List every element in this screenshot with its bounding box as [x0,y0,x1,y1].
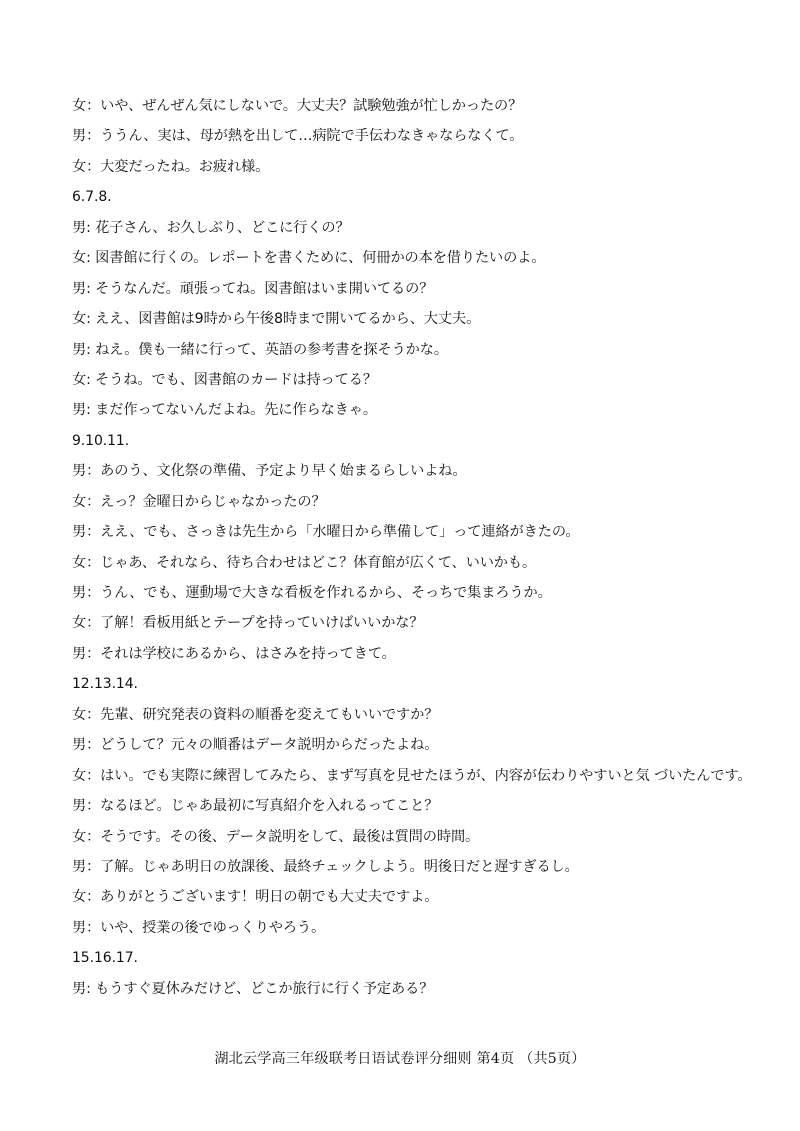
dialogue-line: 男：いや、授業の後でゆっくりやろう。 [72,919,326,936]
dialogue-line: 男: もうすぐ夏休みだけど、どこか旅行に行く予定ある？ [72,980,434,997]
dialogue-line: 男：了解。じゃあ明日の放課後、最終チェックしよう。明後日だと遅すぎるし。 [72,858,579,875]
dialogue-line: 男：それは学校にあるから、はさみを持ってきて。 [72,645,396,662]
dialogue-line: 女：いや、ぜんぜん気にしないで。大丈夫？試験勉強が忙しかったの？ [72,98,523,114]
dialogue-line: 男：ううん、実は、母が熱を出して…病院で手伝わなきゃならなくて。 [72,128,524,145]
section-number: 15.16.17. [72,950,138,967]
dialogue-line: 男：どうして？元々の順番はデータ説明からだったよね。 [72,737,439,754]
dialogue-line: 女：はい。でも実際に練習してみたら、まず写真を見せたほうが、内容が伝わりやすいと気 づいたんです。 [72,767,752,784]
dialogue-line: 男：うん、でも、運動場で大きな看板を作れるから、そっちで集まろうか。 [72,585,552,601]
dialogue-line: 男: まだ作ってないんだよね。先に作らなきゃ。 [72,402,377,419]
dialogue-line: 男: ねえ。僕も一緒に行って、英語の参考書を探そうかな。 [72,341,448,358]
dialogue-line: 女：えっ？金曜日からじゃなかったの？ [72,493,326,510]
dialogue-line: 女：了解！看板用紙とテープを持っていけばいいかな？ [72,615,424,632]
dialogue-line: 女：ありがとうございます！明日の朝でも大丈夫ですよ。 [72,889,439,906]
dialogue-line: 女：先輩、研究発表の資料の順番を変えてもいいですか？ [72,706,439,723]
dialogue-line: 女：そうです。その後、データ説明をして、最後は質問の時間。 [72,828,480,845]
transcript [72,91,772,1004]
dialogue-line: 女: そうね。でも、図書館のカードは持ってる？ [72,371,377,388]
dialogue-line: 女：じゃあ、それなら、待ち合わせはどこ？体育館が広くて、いいかも。 [72,554,537,571]
section-number: 6.7.8. [72,189,112,206]
dialogue-line: 男: そうなんだ。頑張ってね。図書館はいま開いてるの？ [72,280,434,297]
dialogue-line: 男：あのう、文化祭の準備、予定より早く始まるらしいよね。 [72,463,467,480]
dialogue-line: 女: 図書館に行くの。レポートを書くために、何冊かの本を借りたいのよ。 [72,250,546,267]
section-number: 12.13.14. [72,676,138,693]
dialogue-line: 男：なるほど。じゃあ最初に写真紹介を入れるってこと？ [72,798,439,815]
page-footer: 湖北云学高三年级联考日语试卷评分细则 第4页 （共5页） [214,1051,586,1067]
section-number: 9.10.11. [72,432,130,449]
dialogue-line: 女：大変だったね。お疲れ様。 [72,158,270,175]
dialogue-line: 男：ええ、でも、さっきは先生から「水曜日から準備して」って連絡がきたの。 [72,524,580,541]
dialogue-line: 女: ええ、図書館は9時から午後8時まで開いてるから、大丈夫。 [72,311,481,328]
dialogue-line: 男: 花子さん、お久しぶり、どこに行くの？ [72,219,350,236]
